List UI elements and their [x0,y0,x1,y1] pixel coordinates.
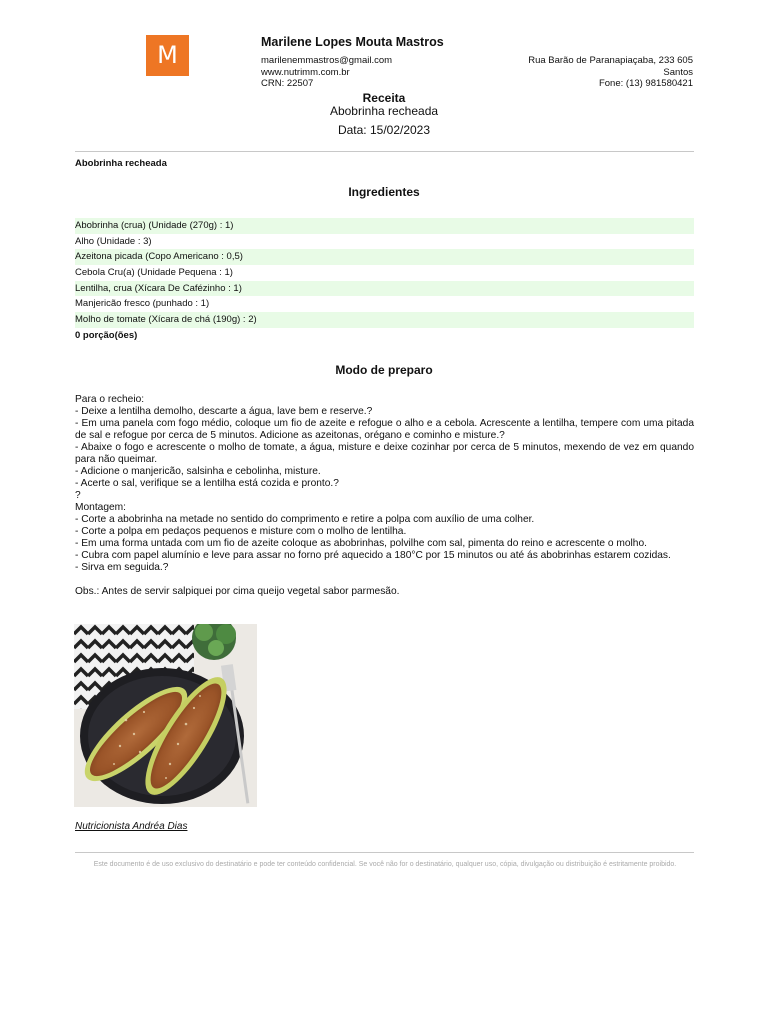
document-type: Receita [362,91,406,105]
prep-line: - Cubra com papel alumínio e leve para assar no forno pré aquecido a 180°C por 15 minutos ou até ás abobrinhas estarem cozidas. [75,550,671,561]
prep-line: Montagem: [75,502,126,513]
recipe-photo [74,624,257,807]
crn-number: CRN: 22507 [261,78,314,89]
contact-info-left [261,55,392,90]
ingredient-row: Alho (Unidade : 3) [75,235,152,247]
prep-note: Obs.: Antes de servir salpiquei por cima queijo vegetal sabor parmesão. [75,586,400,597]
contact-info-right [528,55,693,90]
ingredient-row: Abobrinha (crua) (Unidade (270g) : 1) [75,218,694,234]
preparation-heading: Modo de preparo [335,363,433,377]
prep-line: ? [75,490,81,501]
preparation-text [75,394,694,598]
ingredients-heading: Ingredientes [348,185,420,199]
prep-line: - Sirva em seguida.? [75,562,169,573]
confidentiality-notice: Este documento é de uso exclusivo do destinatário e pode ter conteúdo confidencial. Se você não for o destinatário, qualquer uso, cópia, divulgação ou distribuição é estritamente proibido. [93,861,677,868]
nutritionist-logo: M [146,35,189,76]
nutritionist-name: Marilene Lopes Mouta Mastros [261,35,444,49]
recipe-title: Abobrinha recheada [329,104,439,118]
prep-line: - Acerte o sal, verifique se a lentilha está cozida e pronto.? [75,478,339,489]
recipe-date: Data: 15/02/2023 [337,123,431,137]
ingredients-list [75,218,694,328]
ingredient-row: Manjericão fresco (punhado : 1) [75,298,210,310]
footer-divider [75,852,694,853]
prep-line: - Corte a polpa em pedaços pequenos e misture com o molho de lentilha. [75,526,407,537]
prep-line: - Em uma forma untada com um fio de azeite coloque as abobrinhas, polvilhe com sal, pimenta do reino e acrescente o molho. [75,538,647,549]
prep-line: - Abaixe o fogo e acrescente o molho de tomate, a água, misture e deixe cozinhar por cerca de 5 minutos, mexendo de vez em quando para não queimar. [75,442,694,465]
prep-line: Para o recheio: [75,394,145,405]
prep-line: - Adicione o manjericão, salsinha e cebolinha, misture. [75,466,321,477]
prep-line: - Deixe a lentilha demolho, descarte a água, lave bem e reserve.? [75,406,373,417]
ingredient-row: Lentilha, crua (Xícara De Cafézinho : 1) [75,281,694,297]
address: Rua Barão de Paranapiaçaba, 233 605 [528,55,693,66]
ingredient-row: Molho de tomate (Xícara de chá (190g) : 2) [75,312,694,328]
city: Santos [663,66,693,78]
website-link[interactable]: www.nutrimm.com.br [261,66,350,78]
ingredient-row: Azeitona picada (Copo Americano : 0,5) [75,249,694,265]
recipe-name: Abobrinha recheada [75,158,167,169]
signature: Nutricionista Andréa Dias [75,821,188,832]
header-divider [75,151,694,152]
email-link[interactable]: marilenemmastros@gmail.com [261,55,393,66]
prep-line: - Em uma panela com fogo médio, coloque um fio de azeite e refogue o alho e a cebola. Acrescente a lentilha, tempere com uma pitada de sal e refogue por cerca de 5 minutos. Adicione as azeitonas, orégano e cominho e misture.? [75,418,694,441]
ingredient-row: Cebola Cru(a) (Unidade Pequena : 1) [75,267,233,279]
prep-line: - Corte a abobrinha na metade no sentido do comprimento e retire a polpa com auxílio de uma colher. [75,514,535,525]
portions-count: 0 porção(ões) [75,330,138,341]
phone: Fone: (13) 981580421 [598,78,693,89]
